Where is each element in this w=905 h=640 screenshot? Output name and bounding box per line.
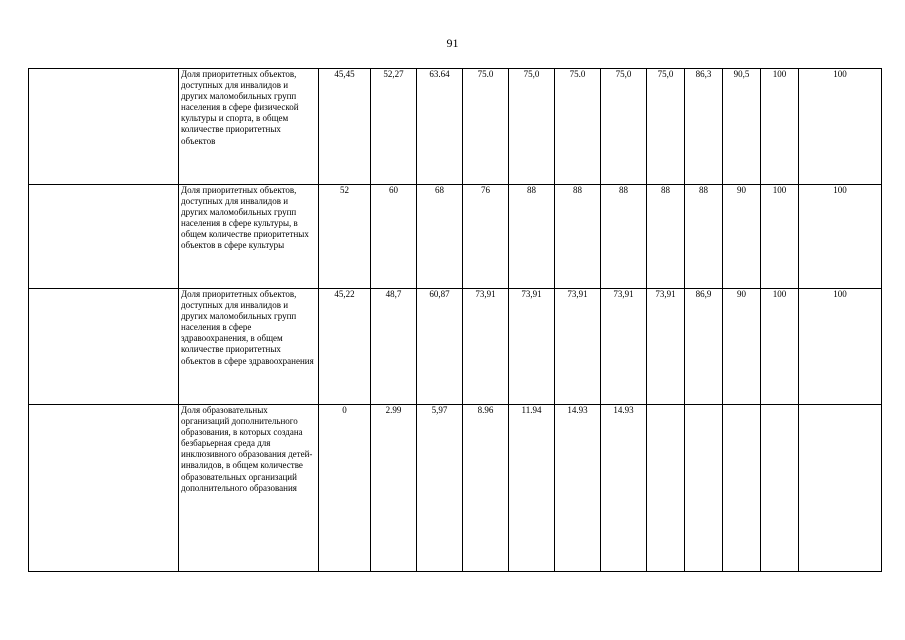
value-cell: 75.0 xyxy=(555,69,601,185)
value-cell: 73,91 xyxy=(509,289,555,405)
value-cell: 63.64 xyxy=(417,69,463,185)
value-cell: 100 xyxy=(761,289,799,405)
value-cell: 0 xyxy=(319,405,371,572)
value-cell: 45,45 xyxy=(319,69,371,185)
value-cell: 100 xyxy=(761,185,799,289)
value-cell: 2.99 xyxy=(371,405,417,572)
empty-cell xyxy=(29,289,179,405)
table-row xyxy=(29,405,882,572)
table-row xyxy=(29,185,882,289)
indicator-label: Доля образовательных организаций дополнительного образования, в которых создана безбарьерная среда для инклюзивного образования детей-инвалидов, в общем количестве образовательных организаций дополнительного образования xyxy=(179,405,319,572)
value-cell: 88 xyxy=(555,185,601,289)
value-cell: 14.93 xyxy=(555,405,601,572)
value-cell: 76 xyxy=(463,185,509,289)
value-cell: 75,0 xyxy=(647,69,685,185)
value-cell: 73,91 xyxy=(647,289,685,405)
value-cell: 86,3 xyxy=(685,69,723,185)
value-cell: 52 xyxy=(319,185,371,289)
value-cell: 86,9 xyxy=(685,289,723,405)
value-cell: 73,91 xyxy=(601,289,647,405)
value-cell: 75,0 xyxy=(509,69,555,185)
value-cell xyxy=(761,405,799,572)
value-cell: 100 xyxy=(799,185,882,289)
value-cell: 88 xyxy=(601,185,647,289)
value-cell xyxy=(647,405,685,572)
value-cell xyxy=(685,405,723,572)
value-cell: 5,97 xyxy=(417,405,463,572)
value-cell: 73,91 xyxy=(463,289,509,405)
value-cell: 90 xyxy=(723,289,761,405)
indicator-table xyxy=(28,68,882,572)
table-row xyxy=(29,69,882,185)
value-cell: 90,5 xyxy=(723,69,761,185)
value-cell: 52,27 xyxy=(371,69,417,185)
value-cell: 45,22 xyxy=(319,289,371,405)
indicator-label: Доля приоритетных объектов, доступных для инвалидов и других маломобильных групп населения в сфере культуры, в общем количестве приоритетных объектов в сфере культуры xyxy=(179,185,319,289)
value-cell: 75,0 xyxy=(601,69,647,185)
value-cell: 90 xyxy=(723,185,761,289)
value-cell: 14.93 xyxy=(601,405,647,572)
value-cell: 73,91 xyxy=(555,289,601,405)
table-row xyxy=(29,289,882,405)
value-cell: 88 xyxy=(685,185,723,289)
value-cell: 60 xyxy=(371,185,417,289)
value-cell: 75.0 xyxy=(463,69,509,185)
value-cell: 11.94 xyxy=(509,405,555,572)
value-cell: 88 xyxy=(647,185,685,289)
indicator-label: Доля приоритетных объектов, доступных для инвалидов и других маломобильных групп населения в сфере физической культуры и спорта, в общем количестве приоритетных объектов xyxy=(179,69,319,185)
value-cell xyxy=(723,405,761,572)
value-cell: 68 xyxy=(417,185,463,289)
value-cell: 48,7 xyxy=(371,289,417,405)
indicator-label: Доля приоритетных объектов, доступных для инвалидов и других маломобильных групп населения в сфере здравоохранения, в общем количестве приоритетных объектов в сфере здравоохранения xyxy=(179,289,319,405)
value-cell: 100 xyxy=(799,289,882,405)
empty-cell xyxy=(29,69,179,185)
page-number: 91 xyxy=(446,36,459,50)
value-cell: 60,87 xyxy=(417,289,463,405)
value-cell xyxy=(799,405,882,572)
value-cell: 8.96 xyxy=(463,405,509,572)
empty-cell xyxy=(29,405,179,572)
empty-cell xyxy=(29,185,179,289)
value-cell: 88 xyxy=(509,185,555,289)
value-cell: 100 xyxy=(799,69,882,185)
value-cell: 100 xyxy=(761,69,799,185)
